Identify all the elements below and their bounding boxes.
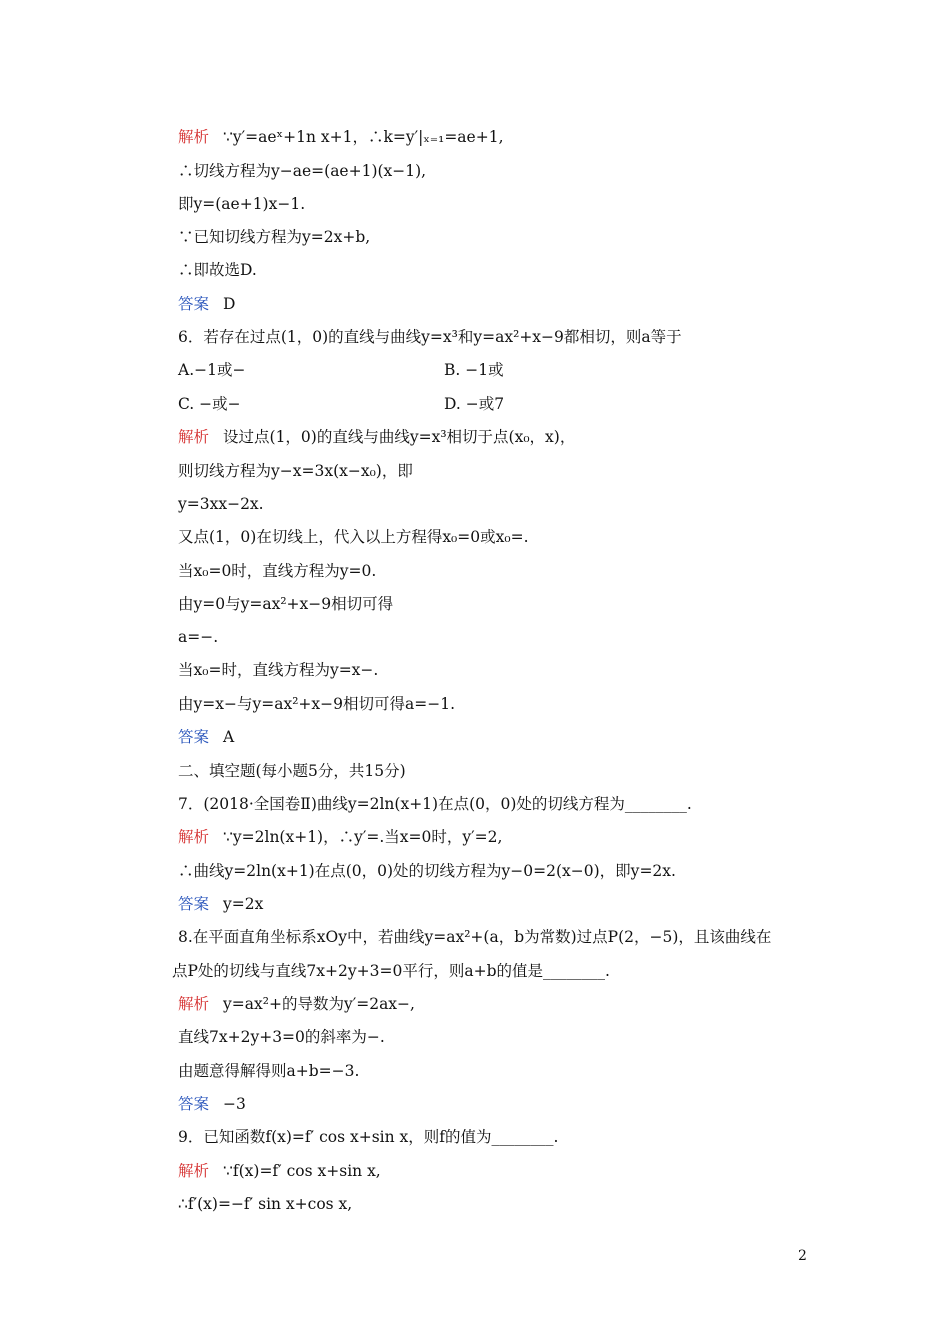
text-line: [178, 827, 502, 847]
analysis-label: 解析: [178, 828, 210, 846]
line-text: 直线7x+2y+3=0的斜率为−.: [178, 1028, 385, 1046]
line-text: 即y=(ae+1)x−1.: [178, 195, 306, 213]
analysis-label: 解析: [178, 428, 210, 446]
line-text: 由题意得解得则a+b=−3.: [178, 1062, 360, 1080]
line-text: A: [223, 728, 235, 746]
line-text: 又点(1，0)在切线上，代入以上方程得x₀=0或x₀=.: [178, 528, 529, 546]
option-left: A.−1或−: [178, 361, 246, 379]
text-line: [178, 1094, 246, 1114]
text-line: [178, 994, 415, 1014]
line-text: D: [223, 295, 236, 313]
line-text: ∴曲线y=2ln(x+1)在点(0，0)处的切线方程为y−0=2(x−0)，即y=2x.: [178, 862, 676, 880]
text-line: [178, 1127, 558, 1147]
line-text: ∵y=2ln(x+1)，∴y′=.当x=0时，y′=2,: [223, 828, 503, 846]
text-line: [178, 427, 575, 447]
answer-label: 答案: [178, 1095, 210, 1113]
line-text: 点P处的切线与直线7x+2y+3=0平行，则a+b的值是________.: [172, 962, 610, 980]
text-line: [178, 461, 413, 481]
answer-label: 答案: [178, 728, 210, 746]
line-text: 9．已知函数f(x)=f′ cos x+sin x，则f的值为________.: [178, 1128, 559, 1146]
line-text: 由y=0与y=ax²+x−9相切可得: [178, 595, 394, 613]
text-line: [178, 561, 376, 581]
text-line: [178, 327, 682, 347]
analysis-label: 解析: [178, 995, 210, 1013]
text-line: [178, 761, 406, 781]
text-line: [178, 794, 692, 814]
line-text: a=−.: [178, 628, 219, 646]
line-text: 二、填空题(每小题5分，共15分): [178, 762, 406, 780]
line-text: ∴即故选D.: [178, 261, 257, 279]
text-line: [178, 627, 218, 647]
text-line: [178, 294, 235, 314]
text-line: [178, 260, 257, 280]
text-line: [178, 894, 263, 914]
text-line: [178, 161, 426, 181]
text-line: [178, 927, 771, 947]
line-text: −3: [223, 1095, 246, 1113]
line-text: 6．若存在过点(1，0)的直线与曲线y=x³和y=ax²+x−9都相切，则a等于: [178, 328, 682, 346]
line-text: 7．(2018·全国卷Ⅱ)曲线y=2ln(x+1)在点(0，0)处的切线方程为________.: [178, 795, 692, 813]
line-text: 则切线方程为y−x=3x(x−x₀)，即: [178, 462, 413, 480]
line-text: ∴切线方程为y−ae=(ae+1)(x−1),: [178, 162, 427, 180]
text-line: [178, 727, 234, 747]
line-text: 当x₀=0时，直线方程为y=0.: [178, 562, 377, 580]
text-line: [178, 660, 378, 680]
line-text: 8.在平面直角坐标系xOy中，若曲线y=ax²+(a，b为常数)过点P(2，−5)，且该曲线在: [178, 928, 772, 946]
text-line: [178, 194, 305, 214]
text-line: [178, 127, 504, 147]
text-line: [178, 360, 245, 380]
answer-label: 答案: [178, 295, 210, 313]
text-line: [178, 594, 393, 614]
text-line: [178, 1061, 359, 1081]
text-line: [178, 394, 241, 414]
option-right: B. −1或: [444, 361, 504, 379]
analysis-label: 解析: [178, 128, 210, 146]
line-text: ∵已知切线方程为y=2x+b,: [178, 228, 371, 246]
line-text: ∵f(x)=f′ cos x+sin x,: [223, 1162, 381, 1180]
text-line: [178, 1194, 352, 1214]
page-number: 2: [798, 1248, 807, 1264]
text-line: [178, 694, 455, 714]
line-text: y=2x: [223, 895, 264, 913]
text-line: [178, 861, 676, 881]
text-line: [178, 494, 264, 514]
text-line: [178, 1161, 381, 1181]
line-text: 设过点(1，0)的直线与曲线y=x³相切于点(x₀，x)，: [223, 428, 576, 446]
line-text: 由y=x−与y=ax²+x−9相切可得a=−1.: [178, 695, 455, 713]
line-text: 当x₀=时，直线方程为y=x−.: [178, 661, 379, 679]
line-text: y=ax²+的导数为y′=2ax−,: [223, 995, 415, 1013]
option-left: C. −或−: [178, 395, 241, 413]
answer-label: 答案: [178, 895, 210, 913]
analysis-label: 解析: [178, 1162, 210, 1180]
option-right: D. −或7: [444, 395, 505, 413]
text-line: [178, 227, 370, 247]
text-line: [178, 527, 529, 547]
line-text: ∵y′=aeˣ+1n x+1，∴k=y′|ₓ₌₁=ae+1,: [223, 128, 504, 146]
text-line: [172, 961, 610, 981]
text-line: [178, 1027, 385, 1047]
line-text: ∴f′(x)=−f′ sin x+cos x,: [178, 1195, 353, 1213]
line-text: y=3xx−2x.: [178, 495, 264, 513]
